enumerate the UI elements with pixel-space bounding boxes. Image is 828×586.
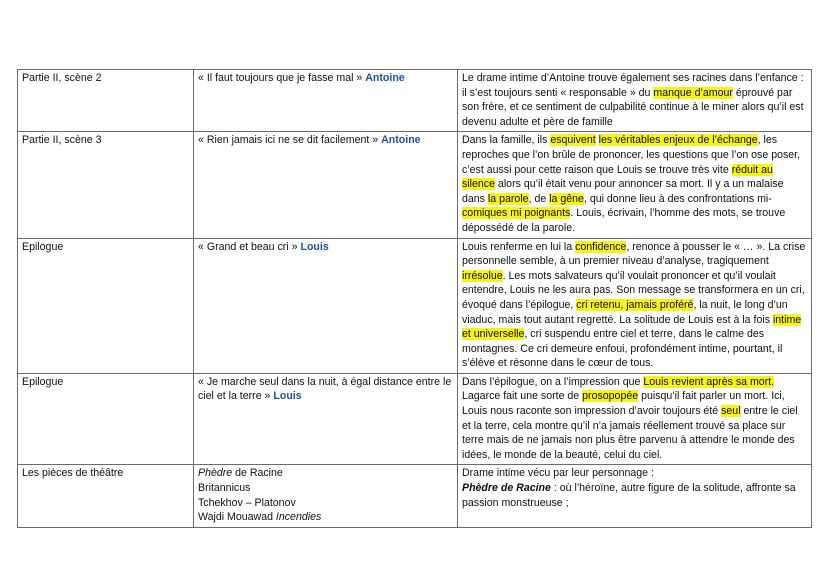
highlight: irrésolue <box>462 269 503 282</box>
section-cell: Les pièces de théâtre <box>18 465 194 527</box>
quote-cell: « Je marche seul dans la nuit, à égal distance entre le ciel et la terre » Louis <box>194 373 458 465</box>
analysis-table <box>17 69 812 528</box>
table-row <box>18 238 812 373</box>
speaker-name: Louis <box>273 390 302 403</box>
highlight: la parole <box>487 192 529 205</box>
highlight: comiques mi poignants <box>462 207 571 220</box>
table-row <box>18 70 812 132</box>
highlight: manque d’amour <box>653 86 733 99</box>
bold-title: Phèdre de Racine <box>462 482 551 495</box>
highlight: prosopopée <box>582 390 639 403</box>
highlight: cri retenu, jamais proféré <box>576 298 694 311</box>
speaker-name: Antoine <box>381 134 421 147</box>
highlight: les véritables enjeux de l’échange <box>598 134 758 147</box>
analysis-cell: Le drame intime d’Antoine trouve également ses racines dans l’enfance : il s’est toujours senti « responsable » du manque d’amour éprouvé par son frère, et ce sentiment de culpabilité continue à le miner alors qu’il est devenu adulte et père de famille <box>458 70 812 132</box>
section-cell: Epilogue <box>18 373 194 465</box>
section-cell: Partie II, scène 2 <box>18 70 194 132</box>
table-row <box>18 465 812 527</box>
analysis-cell: Dans l’épilogue, on a l’impression que Louis revient après sa mort. Lagarce fait une sorte de prosopopée puisqu’il fait parler un mort. Ici, Louis nous raconte son impression d’avoir toujours été seul entre le ciel et la terre, cela montre qu’il n’a jamais réellement trouvé sa place sur terre mais de ne jamais non plus être parvenu à attendre le monde des idées, le monde de la beauté, celui du ciel. <box>458 373 812 465</box>
analysis-cell: Louis renferme en lui la confidence, renonce à pousser le « … ». La crise personnelle semble, à un premier niveau d’analyse, tragiquement irrésolue. Les mots salvateurs qu’il voulait prononcer et qu’il voulait entendre, Louis ne les aura pas. Son message se transformera en un cri, évoqué dans l’épilogue, cri retenu, jamais proféré, la nuit, le long d’un viaduc, mais tout autant regretté. La solitude de Louis est à la fois intime et universelle, cri suspendu entre ciel et terre, dans le calme des montagnes. Ce cri demeure enfoui, profondément intime, pourtant, il s’élève et résonne dans le cœur de tous. <box>458 238 812 373</box>
section-cell: Epilogue <box>18 238 194 373</box>
works-cell <box>194 465 458 527</box>
analysis-cell: Dans la famille, ils esquivent les véritables enjeux de l’échange, les reproches que l’on brûle de prononcer, les questions que l’on ose poser, c’est aussi pour cette raison que Louis se trouve très vite réduit au silence alors qu’il était venu pour annoncer sa mort. Il y a un malaise dans la parole, de la gêne, qui donne lieu à des confrontations mi-comiques mi poignants. Louis, écrivain, l’homme des mots, se trouve dépossédé de la parole. <box>458 132 812 238</box>
work-item: Britannicus <box>198 482 251 495</box>
quote-cell: « Rien jamais ici ne se dit facilement » Antoine <box>194 132 458 238</box>
highlight: intime et universelle <box>462 313 802 341</box>
analysis-cell: Drame intime vécu par leur personnage : Phèdre de Racine : où l’héroïne, autre figure de la solitude, affronte sa passion monstrueuse ; <box>458 465 812 527</box>
highlight: Louis revient après sa mort. <box>643 375 775 388</box>
highlight: confidence <box>575 240 627 253</box>
highlight: la gêne <box>549 192 584 205</box>
section-cell: Partie II, scène 3 <box>18 132 194 238</box>
highlight: seul <box>721 405 741 418</box>
highlight: réduit au silence <box>462 163 773 191</box>
table-row <box>18 373 812 465</box>
work-item: Tchekhov – Platonov <box>198 496 296 509</box>
table-row <box>18 132 812 238</box>
quote-cell: « Il faut toujours que je fasse mal » Antoine <box>194 70 458 132</box>
speaker-name: Louis <box>300 240 329 253</box>
work-item: Phèdre de Racine <box>198 467 283 480</box>
highlight: esquivent <box>550 134 596 147</box>
work-item: Wajdi Mouawad Incendies <box>198 511 322 524</box>
speaker-name: Antoine <box>365 72 405 84</box>
quote-cell: « Grand et beau cri » Louis <box>194 238 458 373</box>
